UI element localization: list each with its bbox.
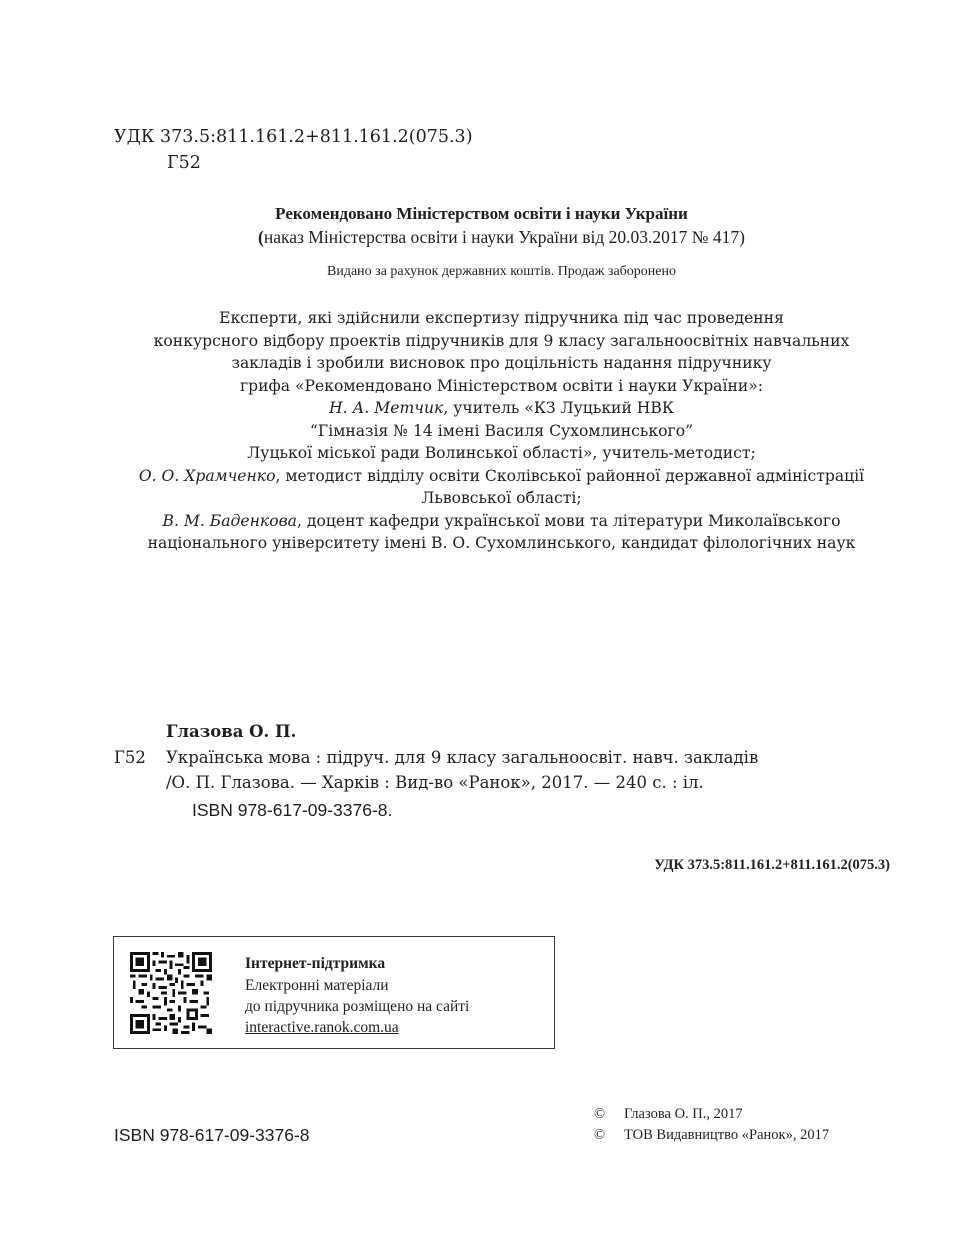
isbn-footer: ISBN 978-617-09-3376-8 — [114, 1125, 310, 1145]
expert-2 — [0, 465, 963, 488]
bib-author: Глазова О. П. — [166, 722, 297, 741]
order-open-paren: ( — [258, 227, 264, 247]
experts-intro-line: грифа «Рекомендовано Міністерством освіти і науки України»: — [239, 376, 764, 395]
expert-2-line-2: Львовської області; — [421, 489, 582, 507]
support-text-line: Електронні матеріали — [245, 977, 389, 994]
copyright-holder: ТОВ Видавництво «Ранок», 2017 — [624, 1127, 830, 1143]
bib-imprint-line: /О. П. Глазова. — Харків : Вид-во «Ранок», 2017. — 240 с. : іл. — [166, 773, 704, 792]
expert-3 — [0, 510, 963, 533]
expert-3-name: В. М. Баденкова — [162, 511, 297, 530]
experts-intro-line: Експерти, які здійснили експертизу підручника під час проведення — [219, 309, 784, 327]
internet-support-box — [113, 936, 555, 1049]
experts-block — [0, 307, 963, 555]
expert-1-line-3: Луцької міської ради Волинської області», учитель-методист; — [247, 444, 756, 462]
recommendation-order — [0, 227, 963, 248]
expert-1-name: Н. А. Метчик — [329, 399, 444, 417]
expert-2-position: , методист відділу освіти Сколівської районної державної адміністрації — [275, 466, 865, 485]
copyright-line — [594, 1106, 743, 1123]
copyright-icon: © — [594, 1106, 606, 1122]
expert-1 — [0, 397, 963, 420]
bib-udk: УДК 373.5:811.161.2+811.161.2(075.3) — [654, 857, 890, 873]
bib-isbn: ISBN 978-617-09-3376-8. — [192, 800, 393, 820]
issued-note: Видано за рахунок державних коштів. Продаж заборонено — [327, 264, 676, 279]
experts-intro-line: закладів і зробили висновок про доцільність надання підручнику — [231, 354, 772, 372]
expert-2-name: О. О. Храмченко — [138, 466, 276, 485]
bib-classification-code: Г52 — [114, 748, 146, 767]
copyright-line — [594, 1127, 829, 1144]
support-website-link[interactable]: interactive.ranok.com.ua — [245, 1019, 399, 1036]
classification-code: Г52 — [167, 153, 201, 173]
expert-3-position: , доцент кафедри української мови та літератури Миколаївського — [296, 511, 841, 530]
support-text-line: до підручника розміщено на сайті — [245, 998, 470, 1015]
copyright-icon: © — [594, 1127, 606, 1143]
qr-code-icon[interactable] — [130, 951, 212, 1035]
expert-1-line-2: “Гімназія № 14 імені Василя Сухомлинського” — [309, 421, 694, 440]
support-title: Інтернет-підтримка — [245, 955, 386, 972]
experts-intro-line: конкурсного відбору проектів підручників для 9 класу загальноосвітніх навчальних — [153, 331, 850, 350]
copyright-holder: Глазова О. П., 2017 — [624, 1106, 743, 1122]
udk-header: УДК 373.5:811.161.2+811.161.2(075.3) — [114, 127, 473, 147]
bib-title-line: Українська мова : підруч. для 9 класу загальноосвіт. навч. закладів — [166, 748, 759, 767]
expert-1-position: , учитель «КЗ Луцький НВК — [443, 399, 674, 417]
expert-3-line-2: національного університету імені В. О. Сухомлинського, кандидат філологічних наук — [147, 534, 856, 552]
recommendation-title: Рекомендовано Міністерством освіти і науки України — [275, 204, 688, 223]
order-text: наказ Міністерства освіти і науки України від 20.03.2017 № 417) — [263, 227, 745, 247]
